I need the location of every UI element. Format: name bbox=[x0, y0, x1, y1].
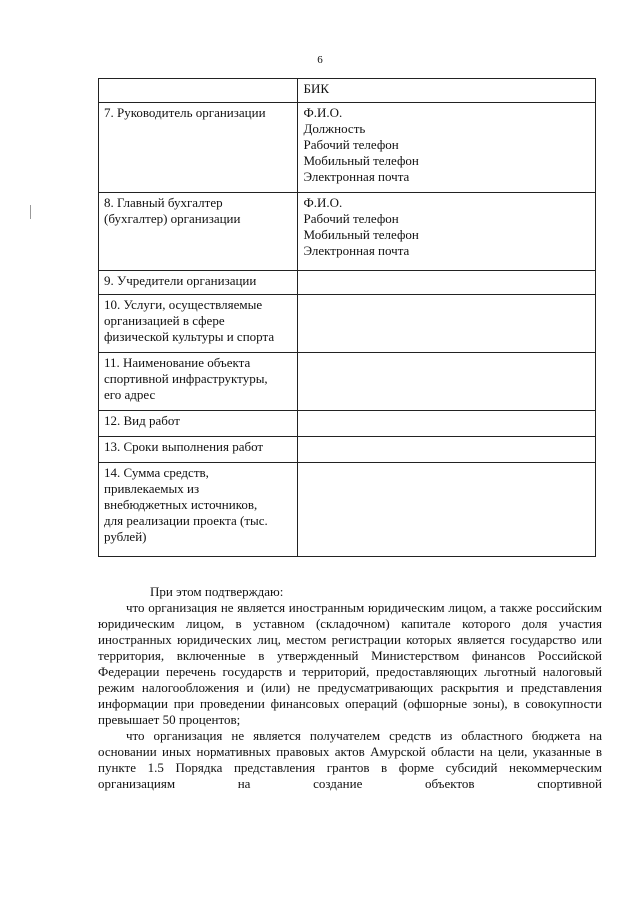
value-line: Мобильный телефон bbox=[303, 227, 419, 242]
label-line: 11. Наименование объекта bbox=[104, 355, 251, 370]
table-row bbox=[99, 103, 596, 193]
label-line: физической культуры и спорта bbox=[104, 329, 275, 344]
table-row bbox=[99, 295, 596, 353]
label-line: 8. Главный бухгалтер bbox=[104, 195, 223, 210]
label-line: 10. Услуги, осуществляемые bbox=[104, 297, 263, 312]
label-line: привлекаемых из bbox=[104, 481, 200, 496]
page-number: 6 bbox=[317, 54, 323, 66]
label-line: его адрес bbox=[104, 387, 156, 402]
label-line: внебюджетных источников, bbox=[104, 497, 258, 512]
label-line: 13. Сроки выполнения работ bbox=[104, 439, 264, 454]
label-line: 9. Учредители организации bbox=[104, 273, 257, 288]
label-line: организацией в сфере bbox=[104, 313, 225, 328]
value-line: Ф.И.О. bbox=[303, 195, 343, 210]
label-line: 7. Руководитель организации bbox=[104, 105, 266, 120]
row-label-cell bbox=[99, 463, 298, 557]
row-value-cell bbox=[298, 295, 596, 353]
row-label-cell bbox=[99, 295, 298, 353]
row-label-cell bbox=[99, 103, 298, 193]
table-row bbox=[99, 463, 596, 557]
label-line: спортивной инфраструктуры, bbox=[104, 371, 268, 386]
label-line: 12. Вид работ bbox=[104, 413, 180, 428]
row-value-cell bbox=[298, 463, 596, 557]
table-row bbox=[99, 437, 596, 463]
row-label-cell bbox=[99, 271, 298, 295]
table-row bbox=[99, 353, 596, 411]
table-row bbox=[99, 193, 596, 271]
label-line: (бухгалтер) организации bbox=[104, 211, 241, 226]
table-row bbox=[99, 271, 596, 295]
value-line: Должность bbox=[303, 121, 366, 136]
confirmation-text bbox=[98, 584, 602, 792]
value-line: Ф.И.О. bbox=[303, 105, 343, 120]
value-line: БИК bbox=[303, 81, 330, 96]
row-value-cell bbox=[298, 103, 596, 193]
row-value-cell bbox=[298, 193, 596, 271]
value-line: Рабочий телефон bbox=[303, 137, 399, 152]
paragraph-budget-funds: что организация не является получателем средств из областного бюджета на основании иных нормативных правовых актов Амурской области на цели, указанные в пункте 1.5 Порядка представления грантов в форме субсидий некоммерческим организациям на создание объектов спортивной bbox=[98, 728, 602, 791]
label-line: для реализации проекта (тыс. bbox=[104, 513, 268, 528]
table-row bbox=[99, 79, 596, 103]
row-value-cell bbox=[298, 353, 596, 411]
value-line: Электронная почта bbox=[303, 169, 410, 184]
row-label-cell bbox=[99, 79, 298, 103]
value-line: Электронная почта bbox=[303, 243, 410, 258]
margin-mark bbox=[30, 205, 34, 219]
intro-line: При этом подтверждаю: bbox=[150, 584, 284, 599]
row-label-cell bbox=[99, 411, 298, 437]
label-line: рублей) bbox=[104, 529, 147, 544]
paragraph-foreign-status: что организация не является иностранным юридическим лицом, а также российским юридическим лицом, в уставном (складочном) капитале которого доля участия иностранных юридических лиц, местом регистрации которых является государство или территория, включенные в утвержденный Министерством финансов Российской Федерации перечень государств и территорий, предоставляющих льготный налоговый режим налогообложения и (или) не предусматривающих раскрытия и представления информации при проведении финансовых операций (офшорные зоны), в совокупности превышает 50 процентов; bbox=[98, 600, 602, 727]
organization-info-table bbox=[98, 78, 596, 557]
row-value-cell bbox=[298, 79, 596, 103]
value-line: Рабочий телефон bbox=[303, 211, 399, 226]
value-line: Мобильный телефон bbox=[303, 153, 419, 168]
label-line: 14. Сумма средств, bbox=[104, 465, 209, 480]
row-value-cell bbox=[298, 437, 596, 463]
table-row bbox=[99, 411, 596, 437]
row-value-cell bbox=[298, 411, 596, 437]
row-label-cell bbox=[99, 353, 298, 411]
row-label-cell bbox=[99, 437, 298, 463]
row-label-cell bbox=[99, 193, 298, 271]
row-value-cell bbox=[298, 271, 596, 295]
